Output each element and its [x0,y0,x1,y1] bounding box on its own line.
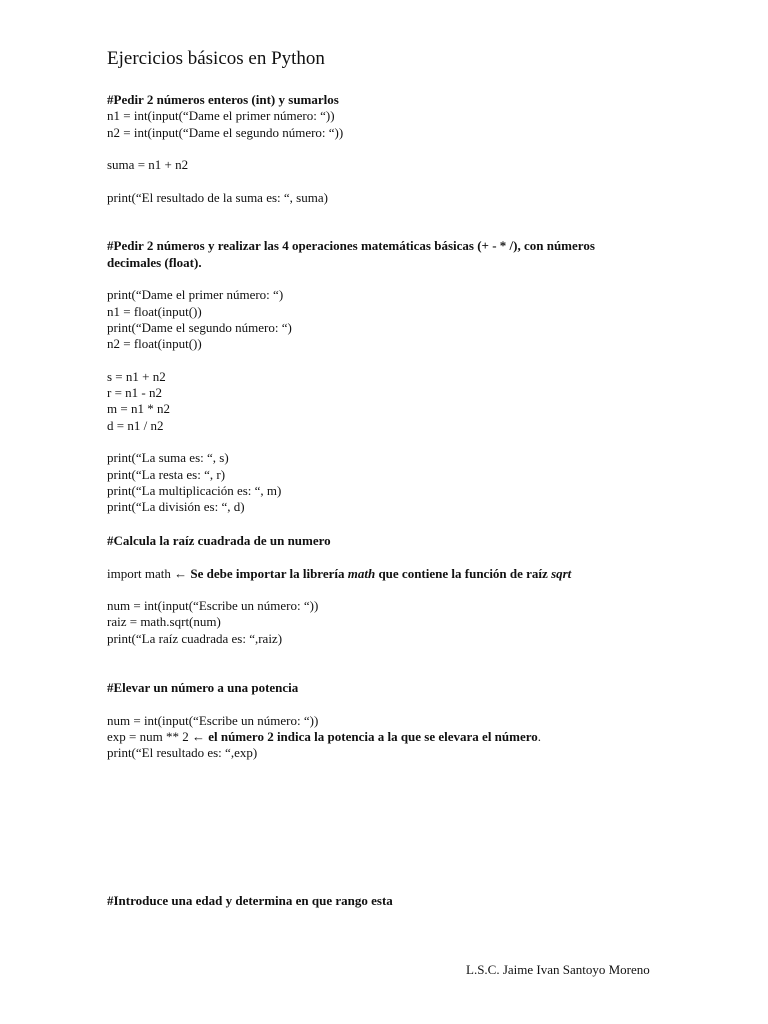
code-line: d = n1 / n2 [107,417,164,433]
code-line: m = n1 * n2 [107,401,170,417]
library-name: math [347,565,376,581]
code-line: n2 = float(input()) [107,336,202,352]
code-line: print(“El resultado es: “,exp) [107,745,258,761]
code-line: n2 = int(input(“Dame el segundo número: “)) [107,124,344,140]
section-basic-operations [107,238,647,515]
code-line: num = int(input(“Escribe un número: “)) [107,598,319,614]
import-line [107,566,647,582]
code-line: print(“La división es: “, d) [107,499,245,515]
exp-code: exp = num ** 2 [107,728,192,744]
code-line: print(“La resta es: “, r) [107,466,226,482]
code-line: print(“Dame el segundo número: “) [107,319,292,335]
page-title: Ejercicios básicos en Python [107,48,325,69]
code-line: r = n1 - n2 [107,385,162,401]
section-heading: #Introduce una edad y determina en que rango esta [107,893,393,908]
code-line: print(“La suma es: “, s) [107,450,229,466]
exp-line [107,729,647,745]
import-code: import math [107,565,175,581]
section-heading: #Pedir 2 números enteros (int) y sumarlos [107,92,339,107]
section-square-root [107,533,647,647]
import-note: Se debe importar la librería [187,565,348,581]
footer-author: L.S.C. Jaime Ivan Santoyo Moreno [466,962,650,977]
section-heading: #Elevar un número a una potencia [107,680,299,695]
section-age-range [107,893,647,909]
function-name: sqrt [551,565,572,581]
code-line: s = n1 + n2 [107,368,166,384]
code-line: print(“La raíz cuadrada es: “,raiz) [107,630,283,646]
left-arrow-icon: ← [174,565,188,581]
section-heading: #Calcula la raíz cuadrada de un numero [107,533,331,548]
code-line: n1 = int(input(“Dame el primer número: “)) [107,108,335,124]
section-heading: #Pedir 2 números y realizar las 4 operaciones matemáticas básicas (+ - * /), con números decimales (float). [107,238,595,270]
code-line: num = int(input(“Escribe un número: “)) [107,712,319,728]
exp-note: el número 2 indica la potencia a la que se elevara el número [204,728,538,744]
exp-note-end: . [537,728,542,744]
code-line: raiz = math.sqrt(num) [107,614,221,630]
code-line: print(“La multiplicación es: “, m) [107,482,282,498]
code-line: suma = n1 + n2 [107,157,189,173]
section-power [107,680,647,761]
code-line: print(“El resultado de la suma es: “, suma) [107,189,328,205]
code-line: n1 = float(input()) [107,303,202,319]
section-sum-integers [107,92,647,206]
code-line: print(“Dame el primer número: “) [107,287,284,303]
left-arrow-icon: ← [191,728,205,744]
import-note-cont: que contiene la función de raíz [375,565,552,581]
